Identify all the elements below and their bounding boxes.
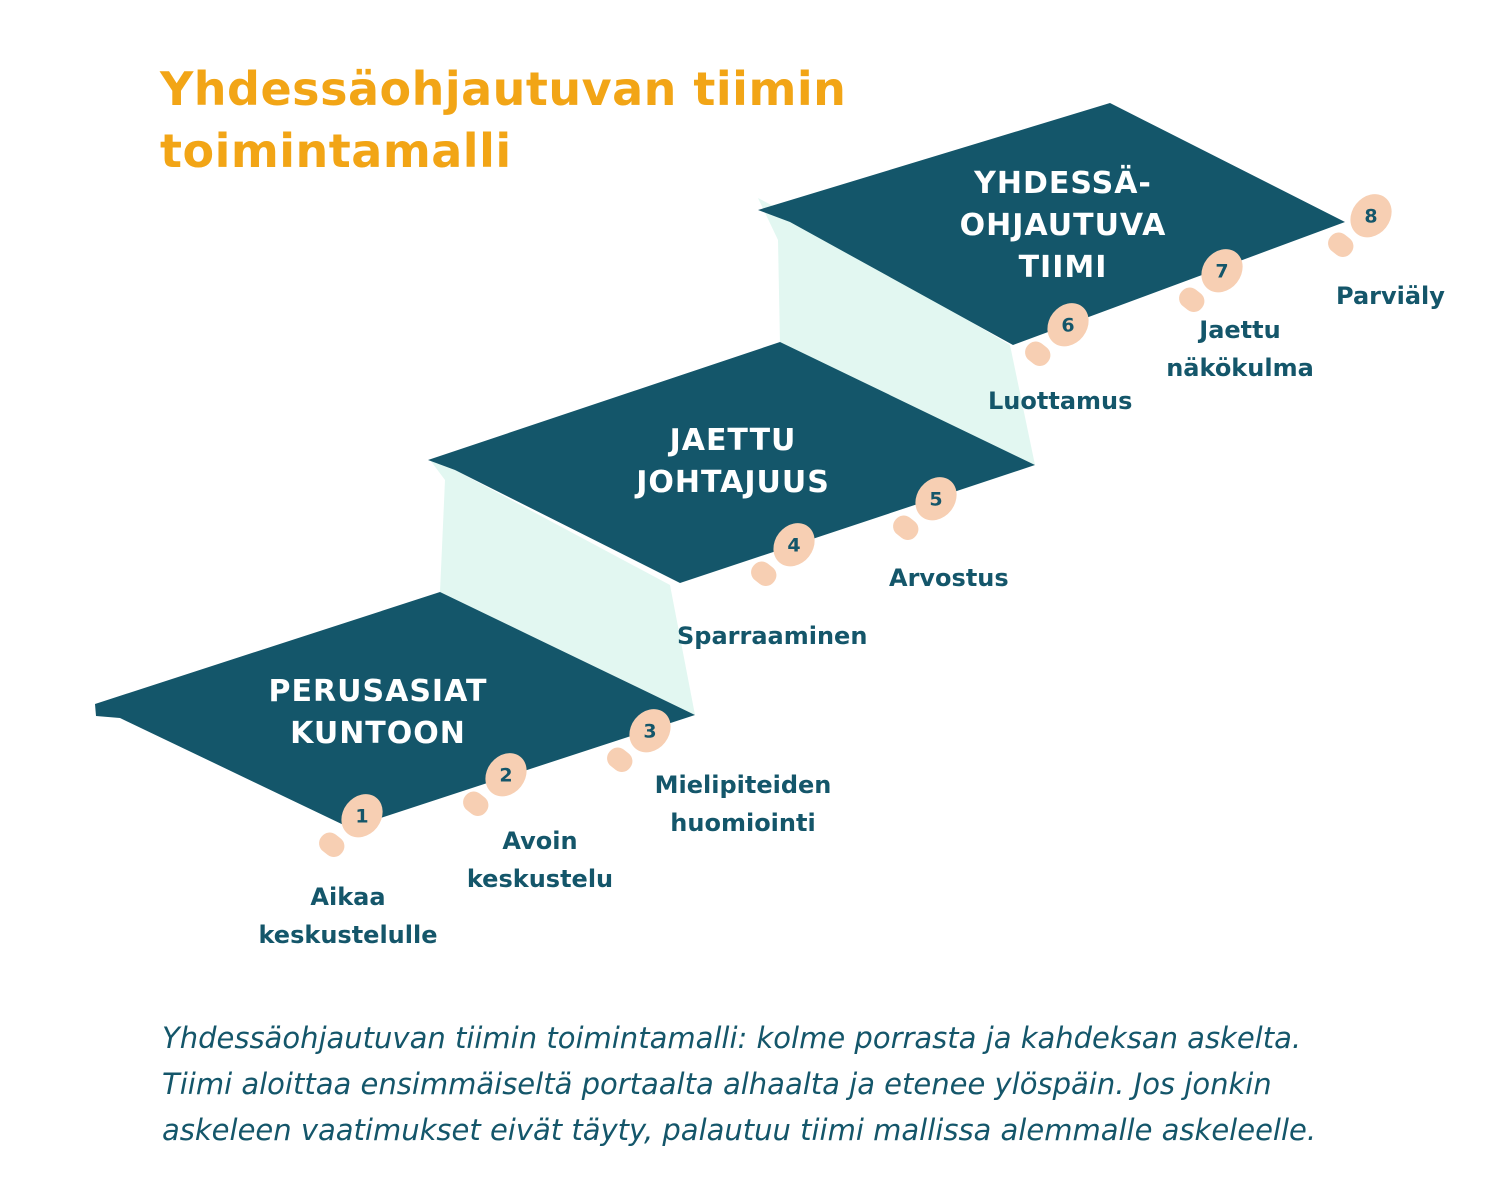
caption-line-1: Yhdessäohjautuvan tiimin toimintamalli: kolme porrasta ja kahdeksan askelta. [162,1021,1302,1055]
footstep-5-label-line-1: Arvostus [889,564,1009,592]
step-3-title [913,163,1213,289]
footprint-7-number: 7 [1215,260,1229,283]
footprint-2-number: 2 [499,764,513,787]
step-2-title [583,420,883,504]
title-line-1: Yhdessäohjautuvan tiimin [160,62,847,116]
caption-line-2: Tiimi aloittaa ensimmäiseltä portaalta alhaalta ja etenee ylöspäin. Jos jonkin [162,1067,1272,1101]
caption-line-3: askeleen vaatimukset eivät täyty, palautuu tiimi mallissa alemmalle askeleelle. [162,1113,1317,1147]
figure-caption [162,1015,1362,1153]
footprint-3-number: 3 [643,720,657,743]
footstep-6-label [988,382,1158,420]
footstep-3-label-line-1: Mielipiteiden [654,771,832,799]
footstep-7-label-line-1: Jaettu [1199,316,1281,344]
footstep-4-label-line-1: Sparraaminen [677,622,868,650]
footstep-1-label [238,878,458,954]
footstep-6-label-line-1: Luottamus [988,387,1133,415]
footstep-2-label [440,822,640,898]
footstep-7-label [1150,311,1330,387]
footstep-5-label [889,559,1049,597]
footprint-4-number: 4 [787,534,801,557]
footstep-8-label [1336,277,1466,315]
footprint-8-number: 8 [1364,205,1378,228]
footprint-6-number: 6 [1061,314,1075,337]
footstep-3-label-line-2: huomiointi [670,809,816,837]
footstep-1-label-line-2: keskustelulle [258,921,438,949]
step-3-line-3: TIIMI [1018,250,1108,285]
footstep-4-label [677,617,897,655]
footstep-7-label-line-2: näkökulma [1166,354,1314,382]
footstep-2-label-line-2: keskustelu [466,865,614,893]
footstep-2-label-line-1: Avoin [502,827,578,855]
footstep-3-label [632,766,854,842]
step-1-title [228,671,528,755]
step-3-line-1: YHDESSÄ- [974,166,1152,201]
step-2-line-2: JOHTAJUUS [636,465,830,500]
footprint-1-number: 1 [355,805,369,828]
step-1-line-1: PERUSASIAT [268,674,488,709]
footprint-5-number: 5 [929,488,943,511]
step-2-line-1: JAETTU [669,423,797,458]
step-1-line-2: KUNTOON [290,716,466,751]
step-3-line-2: OHJAUTUVA [959,208,1167,243]
footprint-8 [1324,186,1400,268]
footstep-8-label-line-1: Parviäly [1336,282,1445,310]
title-line-2: toimintamalli [160,124,512,178]
footstep-1-label-line-1: Aikaa [310,883,386,911]
